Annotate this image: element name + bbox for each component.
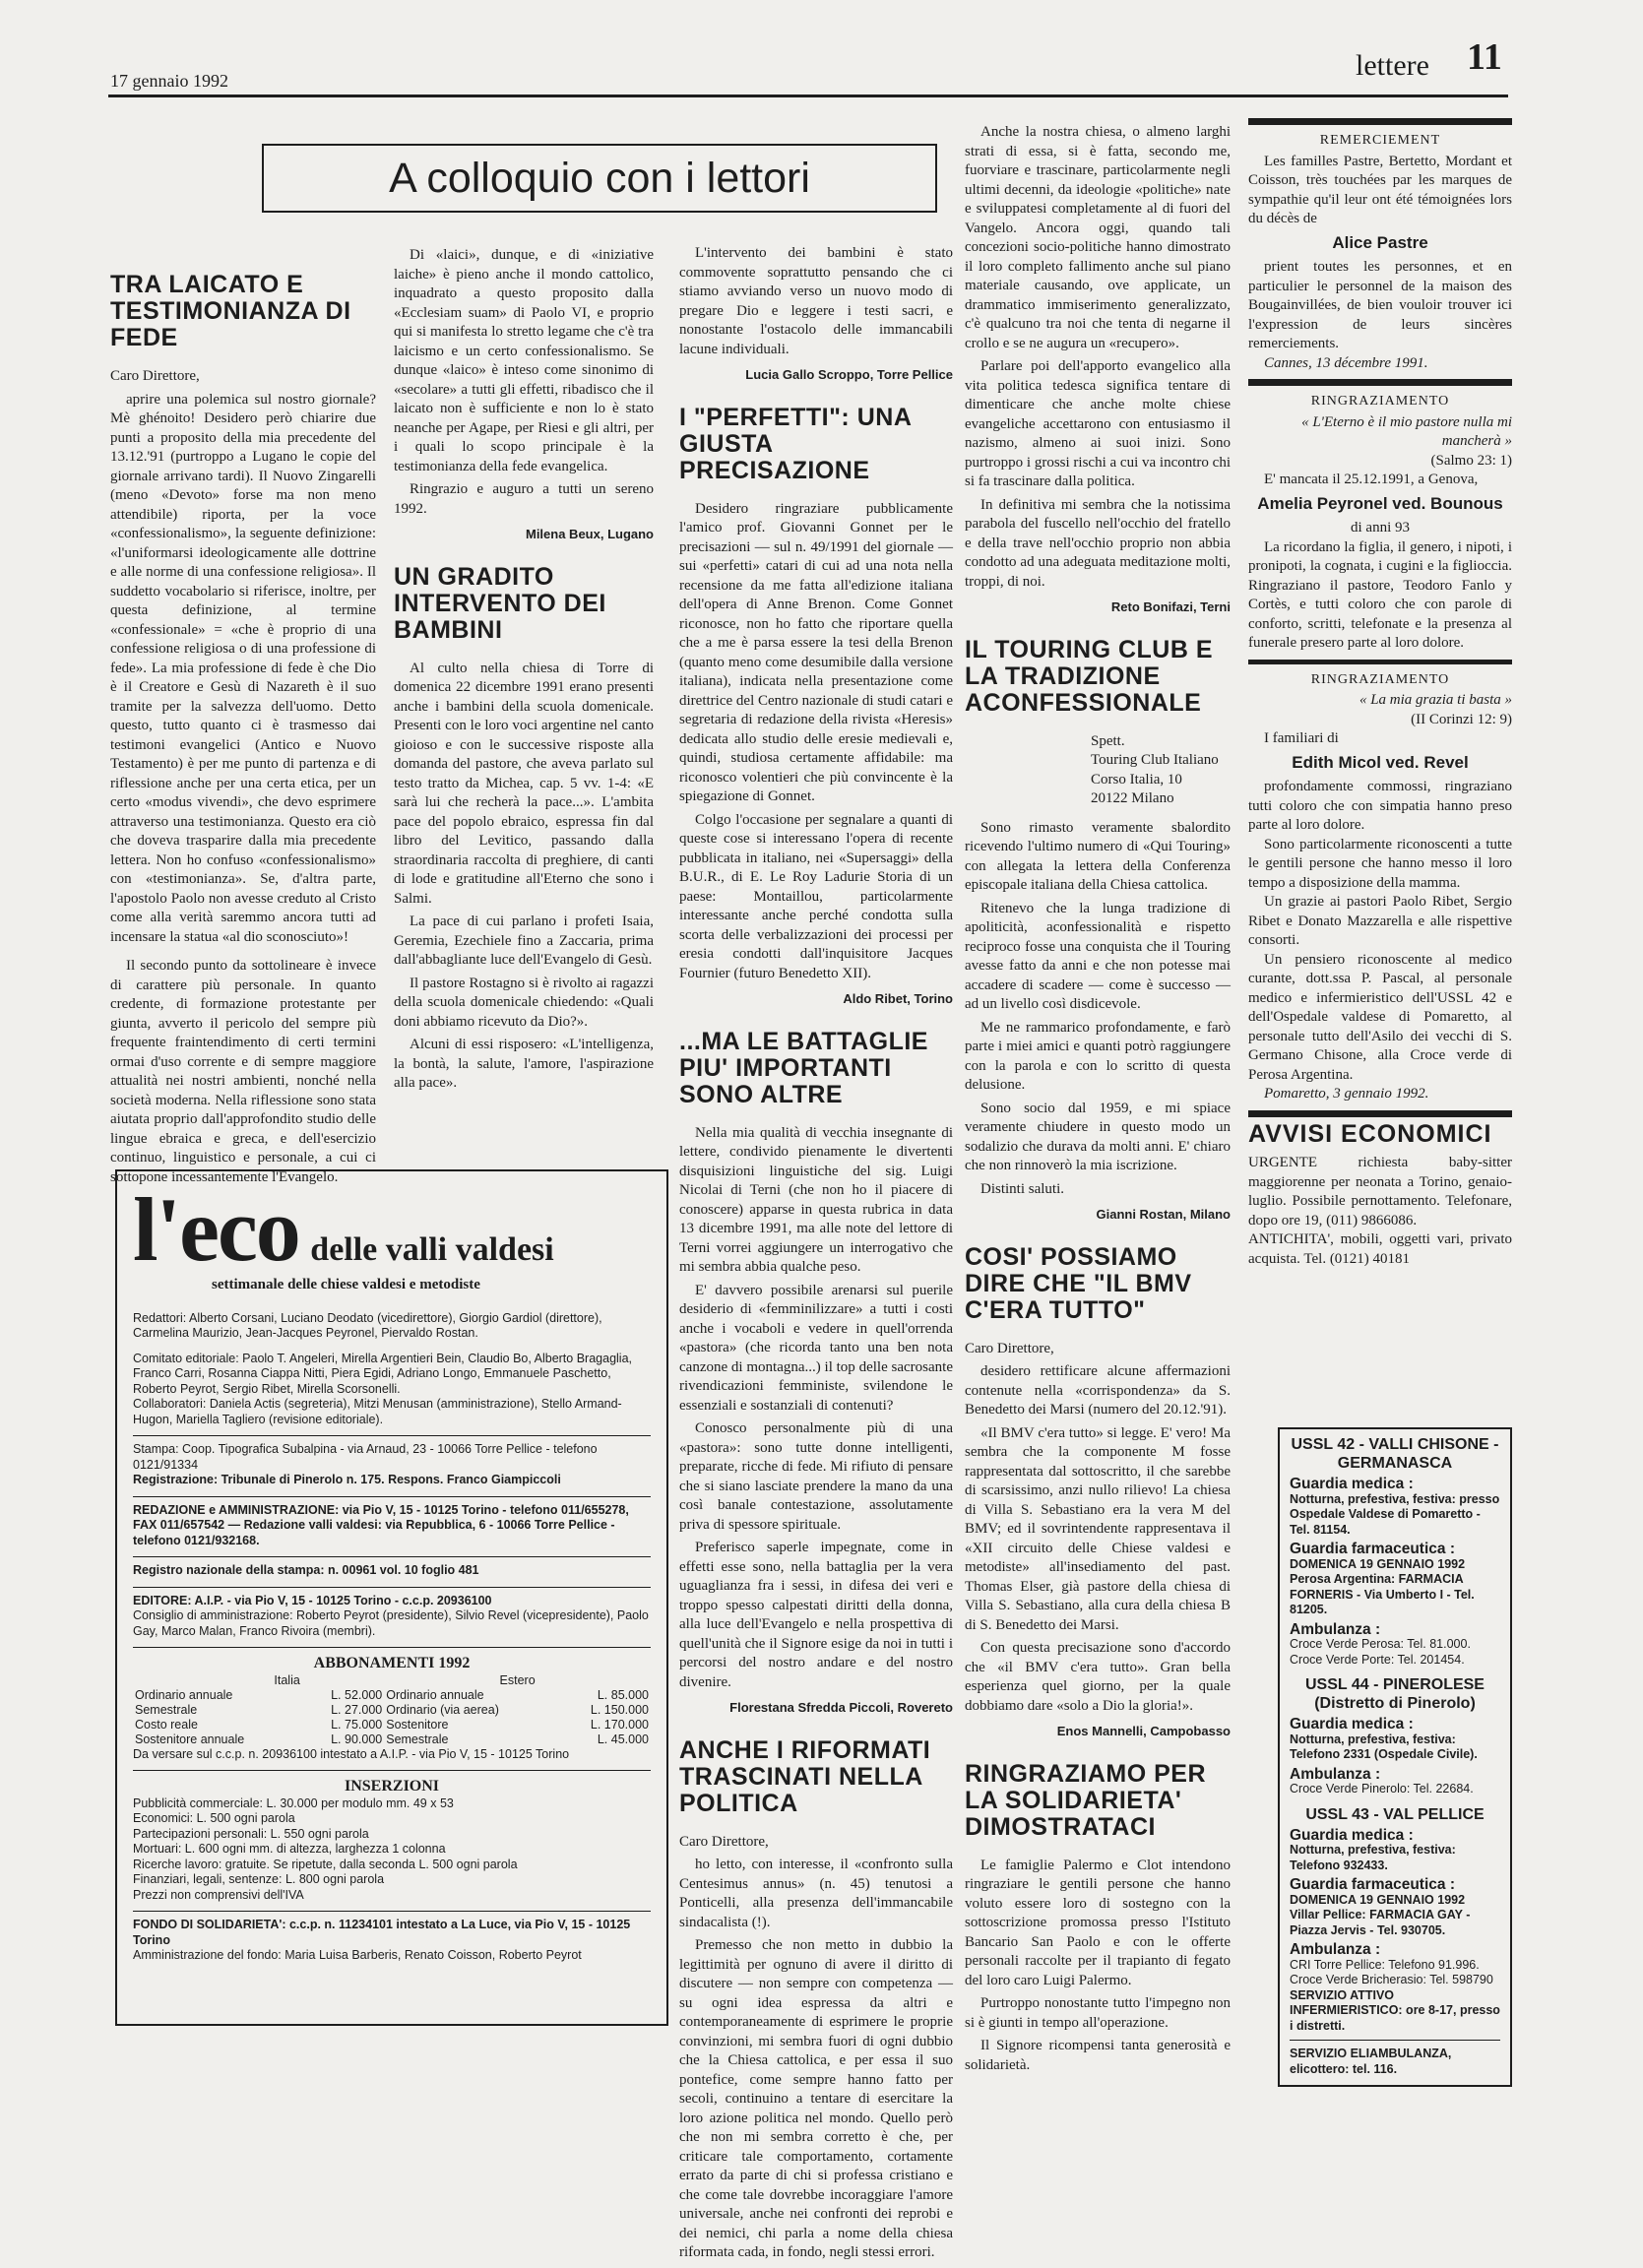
table-header: Estero — [499, 1672, 536, 1687]
solidarity-fund-block — [133, 1911, 651, 1972]
notice-quote: « L'Eterno è il mio pastore nulla mi mancherà » — [1301, 413, 1512, 449]
deceased-age: di anni 93 — [1351, 520, 1410, 536]
masthead-tagline: settimanale delle chiese valdesi e metodiste — [212, 1277, 480, 1292]
article-signature: Milena Beux, Lugano — [525, 527, 654, 541]
service-label: Guardia medica : — [1290, 1716, 1414, 1732]
article-title: ...MA LE BATTAGLIE PIU' IMPORTANTI SONO ALTRE — [679, 1027, 928, 1108]
service-info: SERVIZIO ATTIVO INFERMIERISTICO: ore 8-17, presso i distretti. — [1290, 1987, 1500, 2033]
article-paragraph: Con questa precisazione sono d'accordo che «il BMV c'era tutto». Gran bella esperienza quel giorno, per la quale dobbiamo dare «solo a Dio la gloria!». — [965, 1640, 1231, 1714]
article-paragraph: Desidero ringraziare pubblicamente l'amico prof. Giovanni Gonnet per le precisazioni — sul n. 49/1991 del giornale — sui «perfetti» catari di cui ad una nota nella recensione da me fatta all'edizione italiana dell'opera di Anne Brenon. Come Gonnet riconosce, non ho fatto che riportare quella che a me è parsa essere la tesi della Brenon (quanto meno come desumibile dalla versione italiana), indicata nella presentazione come direttrice del Centro nazionale di studi catari e segretaria di redazione della rivista «Heresis» dedicata allo studio delle eresie medievali e, quindi, studiosa certamente affidabile: ma riconosco volentieri che più convincente è la spiegazione di Gonnet. — [679, 500, 953, 804]
article-paragraph: «Il BMV c'era tutto» si legge. E' vero! Ma sembra che la componente M fosse rappresentata dal sottoscritto, il che sarebbe di scarsissimo, anzi nullo rilievo! La chiesa di Villa S. Sebastiano era la vera M del BMV; ed il sovrintendente rappresentava il «XII circuito delle Chiese valdesi e metodiste» all'insediamento del past. Thomas Elser, già pastore della chiesa di Villa S. Sebastiano, alla cura della chiesa B di S. Benedetto dei Marsi. — [965, 1424, 1231, 1633]
article-paragraph: Il secondo punto da sottolineare è invece di carattere più personale. In quanto credente, di formazione protestante per giunta, avverto il pericolo del sempre più frequente fraintendimento di certi termini ormai d'uso corrente e di sempre maggiore attualità nei nostri ambienti, nonché nella società moderna. Nella riflessione sono stata aiutata proprio dall'approfondito studio delle lingue ebraica e greca, e dell'esercizio continuo, linguistico e personale, a cui ci sottopone incessantemente l'Evangelo. — [110, 958, 376, 1185]
article-paragraph: ho letto, con interesse, il «confronto sulla Centesimus annus» (n. 45) tenutosi a Ponticelli, alla presenza dell'immancabile sindacalista (!). — [679, 1857, 953, 1930]
editors: Redattori: Alberto Corsani, Luciano Deodato (vicedirettore), Giorgio Gardiol (direttore), Carmelina Maurizio, Jean-Jacques Peyronel, Piervaldo Rostan. — [133, 1310, 602, 1340]
address-block — [1091, 732, 1231, 809]
service-info: CRI Torre Pellice: Telefono 91.996. — [1290, 1957, 1480, 1972]
divider — [1248, 118, 1512, 125]
air-ambulance: SERVIZIO ELIAMBULANZA, elicottero: tel. 116. — [1290, 2040, 1500, 2077]
press-registry: Registro nazionale della stampa: n. 00961 vol. 10 foglio 481 — [133, 1563, 479, 1577]
table-row: Sostenitore annuale L. 90.000 Semestrale L. 45.000 — [135, 1732, 649, 1746]
ads-rate: Mortuari: L. 600 ogni mm. di altezza, larghezza 1 colonna — [133, 1842, 446, 1856]
subscriptions-block — [133, 1647, 651, 1770]
article-title: ANCHE I RIFORMATI TRASCINATI NELLA POLITICA — [679, 1735, 931, 1817]
article-paragraph: Caro Direttore, — [110, 368, 200, 384]
article-paragraph: Alcuni di essi risposero: «L'intelligenza, la bontà, la salute, l'amore, l'aspirazione alla pace». — [394, 1037, 654, 1091]
article-signature: Gianni Rostan, Milano — [1096, 1207, 1231, 1222]
header-rule — [108, 94, 1508, 97]
ads-rates-title: INSERZIONI — [344, 1778, 440, 1795]
notice-text: Un pensiero riconoscente al medico curante, dott.ssa P. Pascal, al personale medico e infermieristico dell'USSL 42 e dell'Ospedale valdese di Pomaretto, al personale tutto dell'Asilo dei vecchi di S. Germano Chisone, alla Croce verde di Perosa Argentina. — [1248, 951, 1512, 1083]
office-block — [133, 1496, 651, 1557]
notices-column — [1248, 118, 1512, 1269]
notice-text: Les familles Pastre, Bertetto, Mordant et Coisson, très touchées par les marques de sympathie qu'il leur ont été témoignées lors du décès de — [1248, 153, 1512, 226]
article-paragraph: Ritenevo che la lunga tradizione di apoliticità, aconfessionalità e rispetto reciproco fosse una conquista che il Touring avesse fatto da anni e che non potesse mai accadere di scadere — come è successo — ad un livello così disdicevole. — [965, 900, 1231, 1012]
article-paragraph: Caro Direttore, — [965, 1340, 1054, 1356]
ads-rates-block — [133, 1770, 651, 1911]
ads-rate: Prezzi non comprensivi dell'IVA — [133, 1887, 304, 1902]
divider — [1248, 379, 1512, 386]
service-info: Notturna, prefestiva, festiva: Telefono 2331 (Ospedale Civile). — [1290, 1732, 1478, 1761]
article-paragraph: desidero rettificare alcune affermazioni contenute nella «corrispondenza» da S. Benedetto dei Marsi (numero del 20.12.'91). — [965, 1363, 1231, 1418]
article-title: I "PERFETTI": UNA GIUSTA PRECISAZIONE — [679, 403, 912, 484]
registry-block — [133, 1556, 651, 1587]
service-info: Croce Verde Bricherasio: Tel. 598790 — [1290, 1973, 1493, 1986]
notice-text: Un grazie ai pastori Paolo Ribet, Sergio Ribet e Donato Mazzarella e alle rispettive consorti. — [1248, 894, 1512, 948]
article-paragraph: Premesso che non metto in dubbio la legittimità per ognuno di avere il diritto di discutere — non sempre con competenza — su ogni idea espressa da altri e contemporaneamente di esprimere le proprie convinzioni, mi sembra fuori di ogni dubbio che la Chiesa cattolica, e per essa il suo pontefice, come sempre hanno fatto per secoli, continuino a tentare di esercitare la loro azione politica nel mondo. Quello però che non mi sembra corretto è che, per criticare tale comportamento, cortamente errato da parte di chi si professa cristiano e che come tale dovrebbe incoraggiare l'amore universale, anche nei confronti dei reprobi e dei nemici, chi parla a nome della chiesa riformata cada, in fondo, negli stessi errori. — [679, 1937, 953, 2260]
service-label: Ambulanza : — [1290, 1941, 1381, 1958]
article-paragraph: L'intervento dei bambini è stato commovente soprattutto pensando che ci stiamo avviando verso un nuovo modo di pregare Dio e leggere i testi sacri, e nonostante l'ostacolo delle immancabili lacune individuali. — [679, 245, 953, 357]
service-info: Perosa Argentina: FARMACIA FORNERIS - Via Umberto I - Tel. 81205. — [1290, 1572, 1475, 1616]
notice-text: Sono particolarmente riconoscenti a tutte le gentili persone che hanno messo il loro tempo a disposizione della mamma. — [1248, 836, 1512, 891]
ads-rate: Pubblicità commerciale: L. 30.000 per modulo mm. 49 x 53 — [133, 1796, 454, 1810]
notice-text: prient toutes les personnes, et en particulier le personnel de la maison des Bougainvillées, de bien vouloir trouver ici l'expression de leurs sincères remerciements. — [1248, 259, 1512, 351]
article-signature: Enos Mannelli, Campobasso — [1056, 1724, 1231, 1738]
ads-rate: Finanziari, legali, sentenze: L. 800 ogni parola — [133, 1872, 385, 1886]
article-signature: Lucia Gallo Scroppo, Torre Pellice — [745, 367, 953, 382]
deceased-name: Edith Micol ved. Revel — [1292, 752, 1469, 772]
service-label: Guardia medica : — [1290, 1476, 1414, 1492]
ads-rate: Ricerche lavoro: gratuite. Se ripetute, dalla seconda L. 500 ogni parola — [133, 1857, 518, 1871]
service-info: DOMENICA 19 GENNAIO 1992 — [1290, 1892, 1466, 1907]
article-paragraph: Nella mia qualità di vecchia insegnante di lettere, condivido pienamente le divertenti disquisizioni linguistiche del sig. Luigi Nicolai di Terni (che non ho il piacere di conoscere) apparse in questa rubrica in data 13 dicembre 1991, ma alle note del lettore di Terni vorrei aggiungere un interrogativo che mi sembra abbia qualche peso. — [679, 1124, 953, 1275]
article-signature: Reto Bonifazi, Terni — [1110, 599, 1231, 614]
health-services-box — [1278, 1427, 1512, 2087]
article-paragraph: Distinti saluti. — [980, 1180, 1065, 1197]
address-line: 20122 Milano — [1091, 790, 1174, 806]
article-paragraph: Caro Direttore, — [679, 1833, 769, 1850]
notice-title: REMERCIEMENT — [1319, 133, 1441, 148]
service-label: Ambulanza : — [1290, 1765, 1381, 1783]
ussl-title: USSL 42 - VALLI CHISONE - GERMANASCA — [1291, 1436, 1499, 1472]
notice-title: RINGRAZIAMENTO — [1310, 671, 1450, 687]
article-paragraph: Ringrazio e auguro a tutti un sereno 1992. — [394, 481, 654, 517]
notice-date: Cannes, 13 décembre 1991. — [1264, 354, 1428, 371]
article-paragraph: Preferisco saperle impegnate, come in effetti esse sono, nella battaglia per la vera uguaglianza fra i sessi, in difesa dei veri e troppo spesso calpestati diritti della donna, alla luce dell'Evangelo e nella prospettiva di quell'unità che il Signore esige da noi in tutti i percorsi del nostro andare e del nostro divenire. — [679, 1540, 953, 1690]
service-label: Guardia farmaceutica : — [1290, 1876, 1455, 1893]
masthead-logo: l'eco — [133, 1179, 299, 1280]
article-paragraph: La pace di cui parlano i profeti Isaia, Geremia, Ezechiele fino a Zaccaria, prima dall'abbagliante luce dell'Evangelo di Gesù. — [394, 914, 654, 968]
article-paragraph: Colgo l'occasione per segnalare a quanti di queste cose si interessano l'opera di recente pubblicata in italiano, nei «Supersaggi» della B.U.R., di E. Le Roy Ladurie Storia di un paese: Montaillou, particolarmente interessante anche perché condotta sulla scorta delle verbalizzazioni dei processi per eresia condotti dall'inquisitore Jacques Fournier (futuro Benedetto XII). — [679, 811, 953, 981]
solidarity-fund-admin: Amministrazione del fondo: Maria Luisa Barberis, Renato Coisson, Roberto Peyrot — [133, 1948, 582, 1962]
article-title: TRA LAICATO E TESTIMONIANZA DI FEDE — [110, 271, 351, 351]
article-title: COSI' POSSIAMO DIRE CHE "IL BMV C'ERA TUTTO" — [965, 1242, 1192, 1324]
notice-text: La ricordano la figlia, il genero, i nipoti, i pronipoti, la cognata, i cugini e la figlioccia. Ringraziano il pastore, Teodoro Fanlo y Cortès, e tutti coloro che con parole di conforto, scritti, telefonate e la presenza al funerale presero parte al loro dolore. — [1248, 538, 1512, 651]
registration: Registrazione: Tribunale di Pinerolo n. 175. Respons. Franco Giampiccoli — [133, 1473, 561, 1486]
divider — [1248, 1110, 1512, 1117]
notice-title: RINGRAZIAMENTO — [1310, 394, 1450, 409]
service-info: Croce Verde Perosa: Tel. 81.000. — [1290, 1637, 1471, 1651]
article-paragraph: Conosco personalmente più di una «pastora»: sono tutte donne intelligenti, preparate, ricche di fede. Mi rifiuto di pensare che si siano lasciate prendere la mano da una così banale contestazione, assolutamente priva di spessore spirituale. — [679, 1420, 953, 1533]
notice-quote-ref: (II Corinzi 12: 9) — [1411, 711, 1512, 727]
table-row: Ordinario annuale L. 52.000 Ordinario annuale L. 85.000 — [135, 1687, 649, 1702]
article-paragraph: Anche la nostra chiesa, o almeno larghi strati di essa, si è fatta, secondo me, fuorviare e trascinare, particolarmente negli ultimi decenni, da ideologie «politiche» nate e sviluppatesi completamente al di fuori del Vangelo. Ancora oggi, quando tali concezioni socio-politiche hanno dimostrato il loro completo fallimento anche sul piano materiale causando, ove applicate, un drammatico immiserimento generalizzato, c'è qualcuno tra noi che tenta di negarne il crollo e se ne augura un «recupero». — [965, 124, 1231, 351]
notice-text: profondamente commossi, ringraziano tutti coloro che con simpatia hanno preso parte al loro dolore. — [1248, 779, 1512, 833]
notice-text: I familiari di — [1264, 730, 1339, 746]
table-row: Costo reale L. 75.000 Sostenitore L. 170.000 — [135, 1717, 649, 1732]
address-line: Spett. — [1091, 732, 1125, 749]
article-title: RINGRAZIAMO PER LA SOLIDARIETA' DIMOSTRATACI — [965, 1759, 1206, 1841]
article-paragraph: Di «laici», dunque, e di «iniziative laiche» è pieno anche il mondo cattolico, inquadrato a questo proposito dalla «Ecclesiam suam» di Paolo VI, e proprio qui si manifesta lo stretto legame che c'è tra laicismo e un certo confessionalismo. Se dunque «laico» è inteso come sinonimo di «secolare» a tutti gli effetti, ribadisco che il laicato non è sufficiente e non lo è stato neanche per Agape, per Riesi e gli altri, per i quali lo scopo principale è la testimonianza della fede evangelica. — [394, 247, 654, 474]
classified-ad: URGENTE richiesta baby-sitter maggiorenne per neonata a Torino, genaio-luglio. Possibile pernottamento. Telefonare, dopo ore 19, (011) 9866086. — [1248, 1155, 1512, 1228]
classifieds — [1248, 1119, 1512, 1270]
article-paragraph: Sono rimasto veramente sbalordito ricevendo l'ultimo numero di «Qui Touring» con allegata la lettera della Conferenza episcopale italiana della Chiesa cattolica. — [965, 819, 1231, 893]
article-paragraph: Le famiglie Palermo e Clot intendono ringraziare le gentili persone che hanno voluto essere loro di sostegno con la sottoscrizione promossa presso l'Istituto Bancario San Paolo e con le offerte personali raccolte per il trapianto di fegato del loro caro Luigi Palermo. — [965, 1857, 1231, 1988]
subscriptions-table — [133, 1673, 651, 1747]
subscriptions-title: ABBONAMENTI 1992 — [313, 1655, 471, 1671]
publisher: EDITORE: A.I.P. - via Pio V, 15 - 10125 Torino - c.c.p. 20936100 — [133, 1593, 492, 1607]
article-paragraph: Parlare poi dell'apporto evangelico alla vita politica tedesca significa tentare di dimenticare che anche molte chiese evangeliche accettarono con entusiasmo il nazismo, almeno ai suoi inizi. Sono purtroppo i grossi rischi a cui va incontro chi si fa trascinare dalla politica. — [965, 358, 1231, 489]
address-line: Corso Italia, 10 — [1091, 771, 1182, 788]
article-paragraph: Sono socio dal 1959, e mi spiace veramente chiudere in questo modo un sodalizio che durava da molti anni. E' chiaro che non rinnoverò la mia iscrizione. — [965, 1100, 1231, 1173]
article-paragraph: Il Signore ricompensi tanta generosità e solidarietà. — [965, 2038, 1231, 2073]
ads-rate: Partecipazioni personali: L. 550 ogni parola — [133, 1826, 369, 1841]
office-address: REDAZIONE e AMMINISTRAZIONE: via Pio V, 15 - 10125 Torino - telefono 011/655278, FAX 011/657542 — Redazione valli valdesi: via Repubblica, 6 - 10066 Torre Pellice - telefono 0121/932168. — [133, 1502, 629, 1547]
publisher-block — [133, 1587, 651, 1648]
service-info: Notturna, prefestiva, festiva: Telefono 932433. — [1290, 1843, 1456, 1872]
notice-text: E' mancata il 25.12.1991, a Genova, — [1264, 472, 1479, 487]
deceased-name: Alice Pastre — [1332, 232, 1428, 252]
deceased-name: Amelia Peyronel ved. Bounous — [1257, 493, 1503, 513]
article-title: UN GRADITO INTERVENTO DEI BAMBINI — [394, 562, 606, 644]
article-paragraph: Al culto nella chiesa di Torre di domenica 22 dicembre 1991 erano presenti anche i bambini della scuola domenicale. Presenti con le loro voci argentine nel canto gioioso e con le successive risposte alla domanda del pastore, che aveva parlato sul testo tratto da Michea, cap. 5 vv. 1-4: «E sarà lui che recherà la pace...». L'ambita pace del popolo ebraico, espressa fin dal libro del Levitico, passando dalla straordinaria raccolta di preghiere, di canti di lode e gratitudine all'Eterno che sono i Salmi. — [394, 660, 654, 907]
ussl-title: USSL 44 - PINEROLESE (Distretto di Pinerolo) — [1305, 1676, 1485, 1712]
classifieds-title: AVVISI ECONOMICI — [1248, 1119, 1492, 1148]
article-signature: Aldo Ribet, Torino — [843, 991, 953, 1006]
address-line: Touring Club Italiano — [1091, 752, 1219, 768]
notice-date: Pomaretto, 3 gennaio 1992. — [1264, 1086, 1429, 1102]
masthead-logo-subtitle: delle valli valdesi — [310, 1231, 554, 1268]
service-info: Villar Pellice: FARMACIA GAY - Piazza Jervis - Tel. 930705. — [1290, 1908, 1471, 1937]
editorial-committee: Comitato editoriale: Paolo T. Angeleri, Mirella Argentieri Bein, Claudio Bo, Alberto Bragaglia, Franco Carri, Rosanna Ciappa Nitti, Piera Egidi, Adriano Longo, Emmanuele Paschetto, Roberto Peyrot, Sergio Ribet, Mirella Scorsonelli. — [133, 1351, 632, 1396]
column-2 — [394, 246, 654, 1098]
board: Consiglio di amministrazione: Roberto Peyrot (presidente), Silvio Revel (vicepresidente), Paolo Gay, Marco Malan, Franco Rivoira (membri). — [133, 1608, 649, 1638]
service-info: Croce Verde Pinerolo: Tel. 22684. — [1290, 1782, 1474, 1796]
column-3 — [679, 244, 953, 2267]
staff-block — [133, 1311, 651, 1436]
ads-rate: Economici: L. 500 ogni parola — [133, 1811, 295, 1825]
service-info: Croce Verde Porte: Tel. 201454. — [1290, 1652, 1465, 1667]
contributors: Collaboratori: Daniela Actis (segreteria), Mitzi Menusan (amministrazione), Stello Armand-Hugon, Mariella Tagliero (revisione editoriale). — [133, 1397, 622, 1426]
divider — [1248, 660, 1512, 664]
payment-info: Da versare sul c.c.p. n. 20936100 intestato a A.I.P. - via Pio V, 15 - 10125 Torino — [133, 1746, 570, 1761]
article-paragraph: aprire una polemica sul nostro giornale? Mè ghénoito! Desidero però chiarire due punti a proposito della mia precedente del 13.12.'91 (purtroppo a Lugano le copie del giornale arrivano tardi). Il Nuovo Zingarelli (meno «Devoto» forse ma non meno attendibile) riporta, per la voce «confessionalismo», la seguente definizione: «l'uniformarsi ideologicamente alle dottrine e alle norme di una confessione religiosa». Il suddetto vocabolario si riferisce, inoltre, per questa definizione, al termine «confessionale» = «che è proprio di una confessione religiosa o di una professione di fede». La mia professione di fede è che Dio è il Creatore e Gesù di Nazareth è il suo tramite per la salvezza dell'uomo. Detto questo, tutto quanto ci è trasmesso dai testimoni evangelici (Antico e Nuovo Testamento) è per me punto di partenza e di riflessione anche per una certa etica, per un certo «modus vivendi», che devo esprimere attraverso una testimonianza. Questo era ciò che doveva trasparire dalla mia precedente lettera. Non ho confuso «confessionalismo» con «testimonianza». Se, d'altra parte, l'apostolo Paolo non avesse creduto al Cristo come alla verità saremmo ancora tutti ad incensare la statua «al dio sconosciuto»! — [110, 391, 376, 945]
table-row: Semestrale L. 27.000 Ordinario (via aerea) L. 150.000 — [135, 1702, 649, 1717]
service-info: DOMENICA 19 GENNAIO 1992 — [1290, 1556, 1466, 1571]
service-info: Notturna, prefestiva, festiva: presso Ospedale Valdese di Pomaretto - Tel. 81154. — [1290, 1491, 1500, 1537]
article-paragraph: In definitiva mi sembra che la notissima parabola del fuscello nell'occhio del fratello e della trave nell'occhio proprio non abbia condotto ad una adeguata meditazione molti, troppi, di noi. — [965, 496, 1231, 590]
notice-quote: « La mia grazia ti basta » — [1359, 692, 1512, 708]
page-number: 11 — [1467, 36, 1502, 78]
masthead-box — [115, 1169, 668, 2026]
ussl-title: USSL 43 - VAL PELLICE — [1305, 1805, 1485, 1823]
service-label: Ambulanza : — [1290, 1620, 1381, 1638]
column-1 — [110, 252, 376, 1191]
service-label: Guardia farmaceutica : — [1290, 1541, 1455, 1557]
service-label: Guardia medica : — [1290, 1826, 1414, 1844]
page-title: A colloquio con i lettori — [262, 144, 937, 213]
article-title: IL TOURING CLUB E LA TRADIZIONE ACONFESSIONALE — [965, 635, 1214, 717]
solidarity-fund: FONDO DI SOLIDARIETA': c.c.p. n. 11234101 intestato a La Luce, via Pio V, 15 - 10125 Torino — [133, 1918, 631, 1947]
issue-date: 17 gennaio 1992 — [110, 71, 228, 91]
notice-quote-ref: (Salmo 23: 1) — [1430, 452, 1512, 469]
article-paragraph: Purtroppo nonostante tutto l'impegno non si è giunti in tempo all'operazione. — [965, 1995, 1231, 2031]
article-signature: Florestana Sfredda Piccoli, Rovereto — [729, 1700, 953, 1715]
column-4 — [965, 123, 1231, 2079]
article-paragraph: Il pastore Rostagno si è rivolto ai ragazzi della scuola domenicale chiedendo: «Quali doni abbiamo ricevuto da Dio?». — [394, 975, 654, 1030]
printer: Stampa: Coop. Tipografica Subalpina - via Arnaud, 23 - 10066 Torre Pellice - telefono 0121/91334 — [133, 1442, 598, 1472]
section-name: lettere — [1356, 49, 1429, 82]
classified-ad: ANTICHITA', mobili, oggetti vari, privato acquista. Tel. (0121) 40181 — [1248, 1231, 1512, 1267]
article-paragraph: Me ne rammarico profondamente, e farò parte i miei amici e quanti potrò raggiungere con la parola e con lo scritto di questa delusione. — [965, 1019, 1231, 1093]
printing-block — [133, 1435, 651, 1496]
table-header: Italia — [274, 1672, 300, 1687]
article-paragraph: E' davvero possibile arenarsi sul puerile desiderio di «femminilizzare» a tutti i costi anche i vocaboli e vedere in quell'orrenda «pastora» (che ricorda tanto una ben nota canzone di montagna...) il top delle sacrosante rivendicazioni femministe, svilendone le essenziali e sostanziali di contenuti? — [679, 1282, 953, 1414]
